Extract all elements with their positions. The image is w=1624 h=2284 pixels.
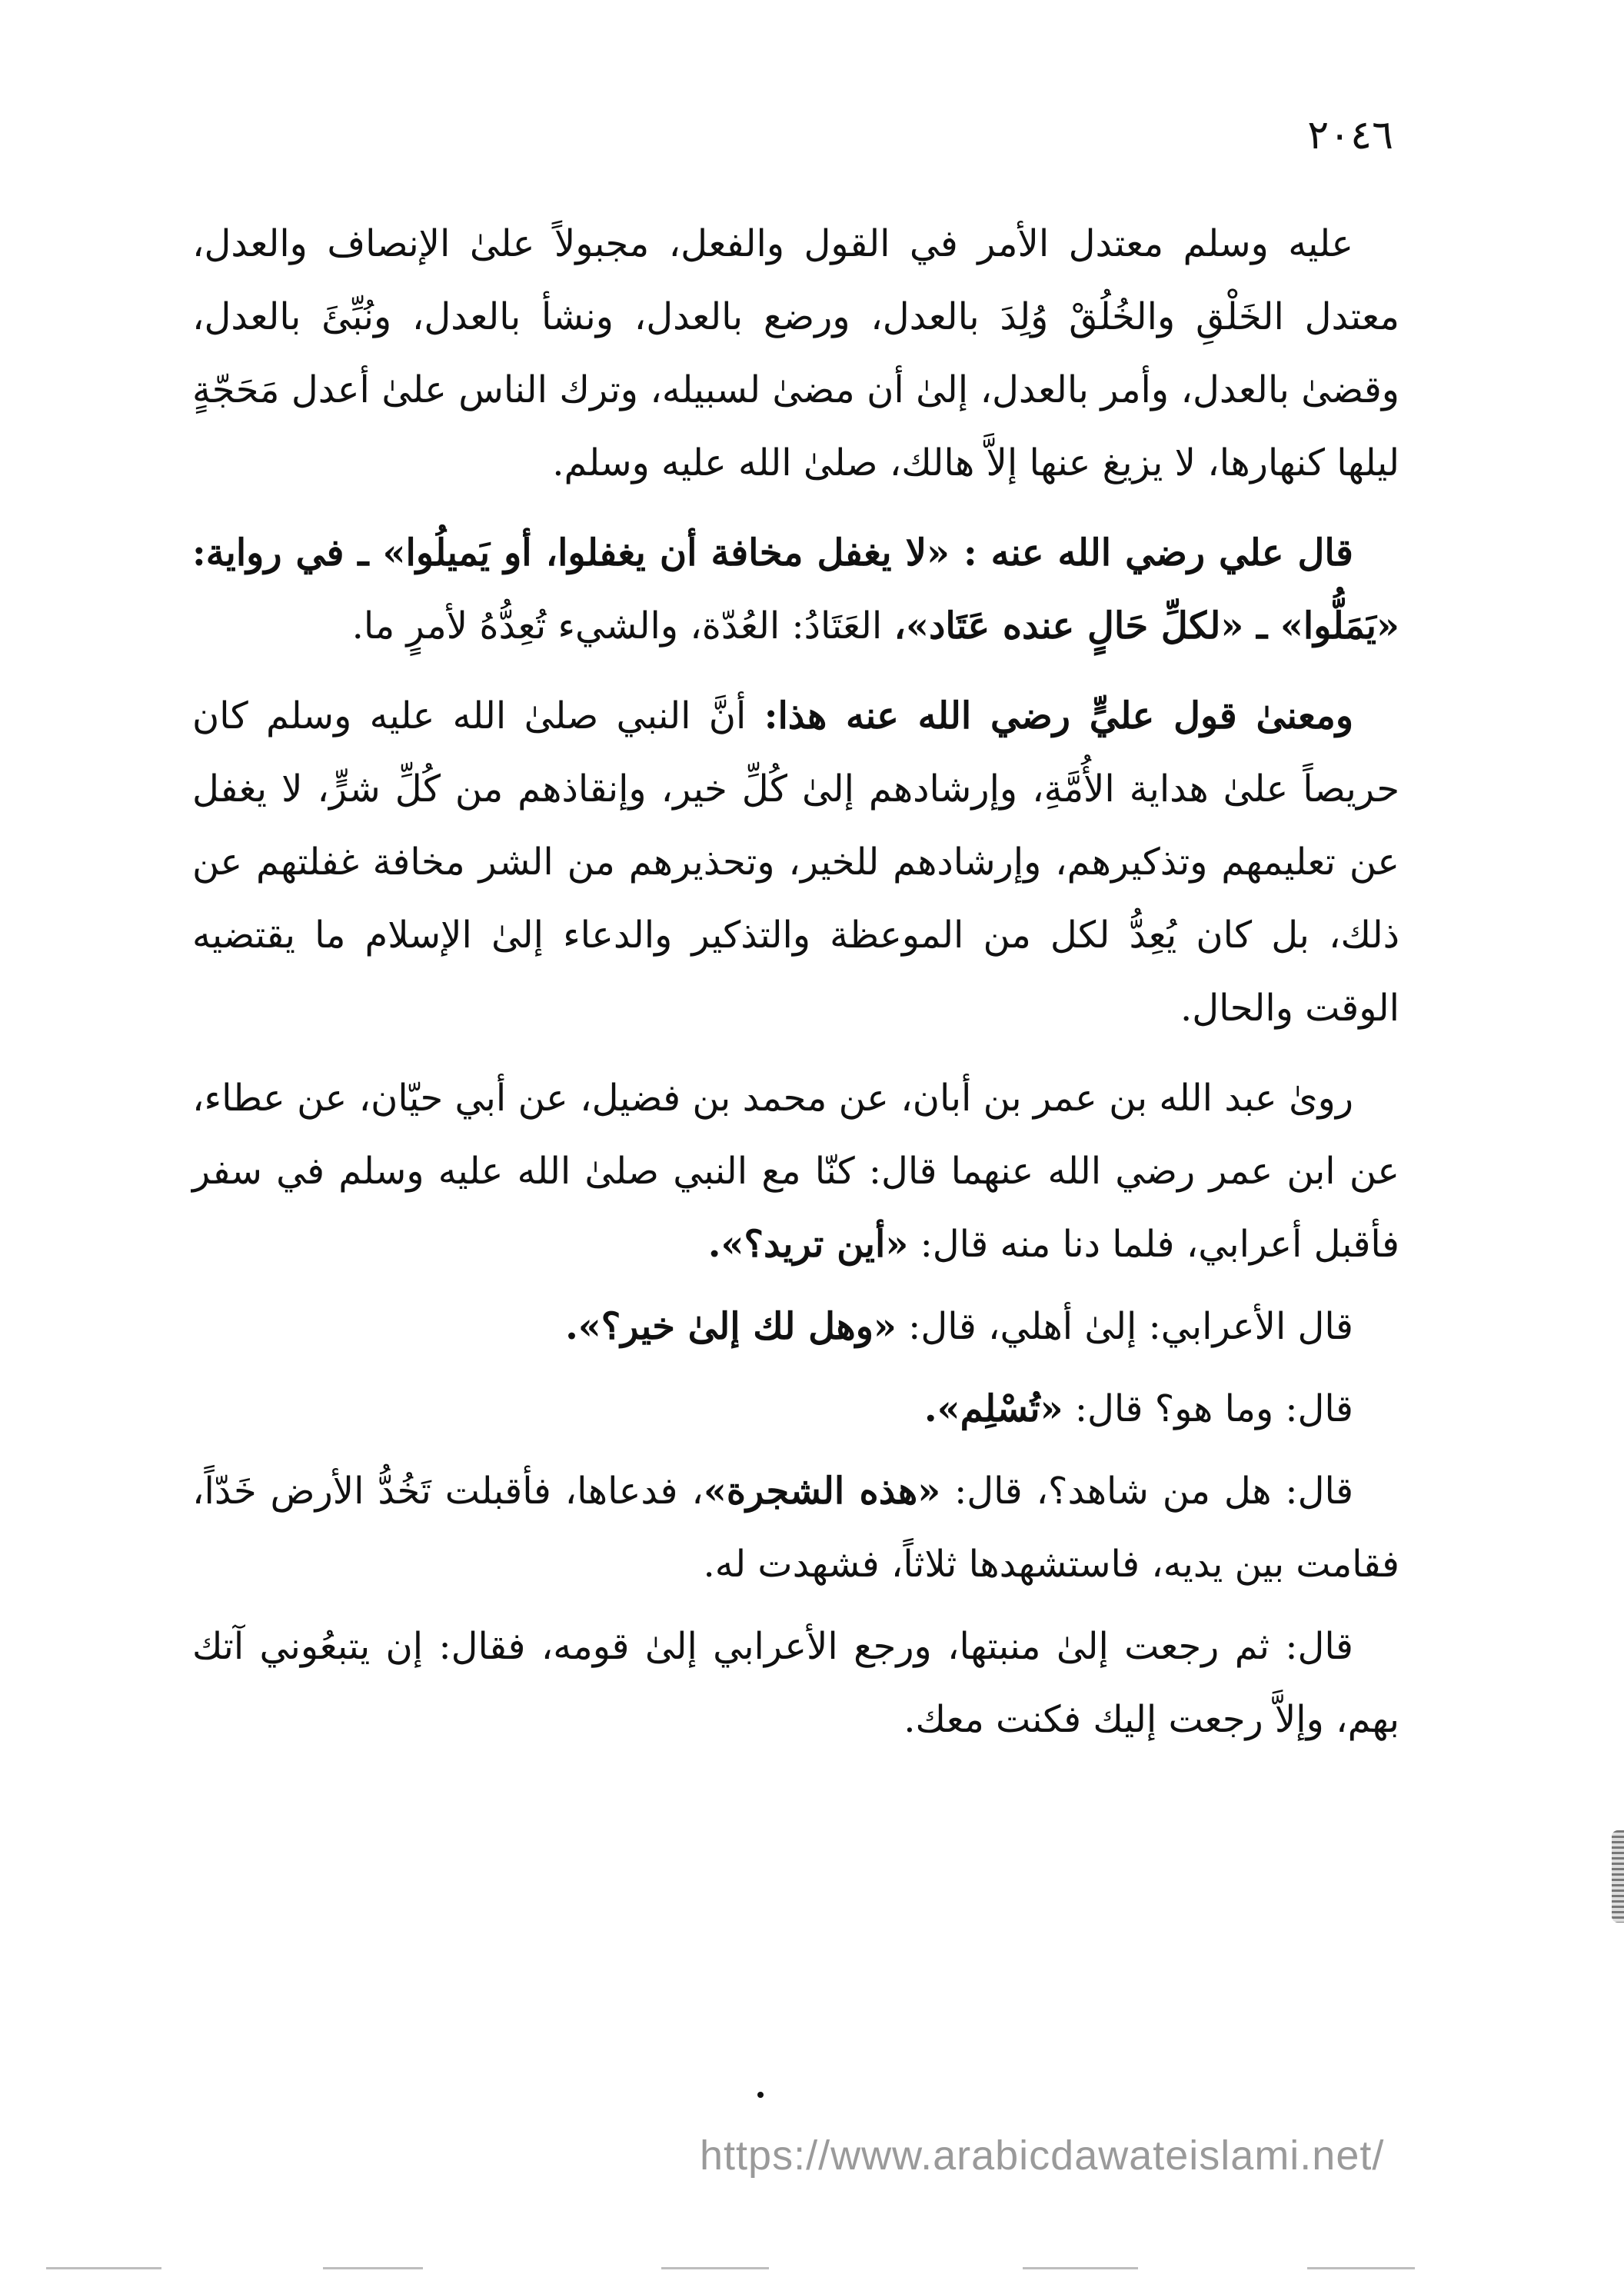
paragraph-8 [192,1610,1399,1756]
explanation-text: أنَّ النبي صلىٰ الله عليه وسلم كان حريصاً علىٰ هداية الأُمَّةِ، وإرشادهم إلىٰ كُلِّ خير، وإنقاذهم من كُلِّ شرٍّ، لا يغفل عن تعليمهم وتذكيرهم، وإرشادهم للخير، وتحذيرهم من الشر مخافة غفلتهم عن ذلك، بل كان يُعِدُّ لكل من الموعظة والتذكير والدعاء إلىٰ الإسلام ما يقتضيه الوقت والحال. [192,694,1399,1030]
bottom-rule [1023,2267,1138,2269]
bottom-rule [1307,2267,1415,2269]
bottom-rule [323,2267,423,2269]
bottom-rule [661,2267,769,2269]
prophet-question: «أين تريد؟». [707,1223,909,1266]
paragraph-8-text: قال: ثم رجعت إلىٰ منبتها، ورجع الأعرابي إلىٰ قومه، فقال: إن يتبعُوني آتك بهم، وإلاَّ رجعت إليك فكنت معك. [192,1625,1399,1741]
definition-text: العَتَادُ: العُدّة، والشيء تُعِدُّهُ لأمرٍ ما. [351,604,894,648]
narration-text: رویٰ عبد الله بن عمر بن أبان، عن محمد بن فضيل، عن أبي حيّان، عن عطاء، عن ابن عمر رضي الله عنهما قال: كنّا مع النبي صلىٰ الله عليه وسلم في سفر فأقبل أعرابي، فلما دنا منه قال: [192,1077,1399,1266]
paragraph-6 [192,1373,1399,1446]
paragraph-7 [192,1455,1399,1601]
paragraph-2 [192,517,1399,663]
prophet-answer: «تُسْلِم». [923,1387,1063,1430]
paragraph-5 [192,1290,1399,1363]
bedouin-question: قال: وما هو؟ قال: [1063,1387,1353,1430]
ornament-dot [757,2092,764,2098]
witness-question: قال: هل من شاهد؟، قال: [940,1470,1354,1513]
watermark-url: https://www.arabicdawateislami.net/ [700,2133,1385,2179]
paragraph-1-text: عليه وسلم معتدل الأمر في القول والفعل، مجبولاً علىٰ الإنصاف والعدل، معتدل الخَلْقِ والخُلُقْ وُلِدَ بالعدل، ورضع بالعدل، ونشأ بالعدل، ونُبِّئَ بالعدل، وقضىٰ بالعدل، وأمر بالعدل، إلىٰ أن مضىٰ لسبيله، وترك الناس علىٰ أعدل مَحَجّةٍ ليلها كنهارها، لا يزيغ عنها إلاَّ هالك، صلىٰ الله عليه وسلم. [192,222,1400,484]
bottom-rule [46,2267,161,2269]
explanation-heading: ومعنىٰ قول عليٍّ رضي الله عنه هذا: [764,694,1354,737]
page-number: ٢٠٤٦ [1307,112,1393,158]
binding-edge [1612,1830,1624,1923]
paragraph-4 [192,1062,1399,1281]
tree-answer: «هذه الشجرة» [703,1470,941,1513]
bedouin-reply: قال الأعرابي: إلىٰ أهلي، قال: [896,1305,1353,1348]
quote-text: قال علي رضي الله عنه : «لا يغفل مخافة أن يغفلوا، أو يَميلُوا» ـ في رواية: «يَمَلُّوا» ـ «لكلِّ حَالٍ عنده عَتَاد»، [192,531,1399,648]
prophet-offer: «وهل لك إلىٰ خير؟». [565,1305,897,1348]
paragraph-3 [192,680,1399,1045]
tree-testimony: ، فدعاها، فأقبلت تَخُدُّ الأرض خَدّاً، فقامت بين يديه، فاستشهدها ثلاثاً، فشهدت له. [192,1470,1399,1586]
paragraph-1 [192,208,1399,500]
book-text [192,208,1399,1773]
